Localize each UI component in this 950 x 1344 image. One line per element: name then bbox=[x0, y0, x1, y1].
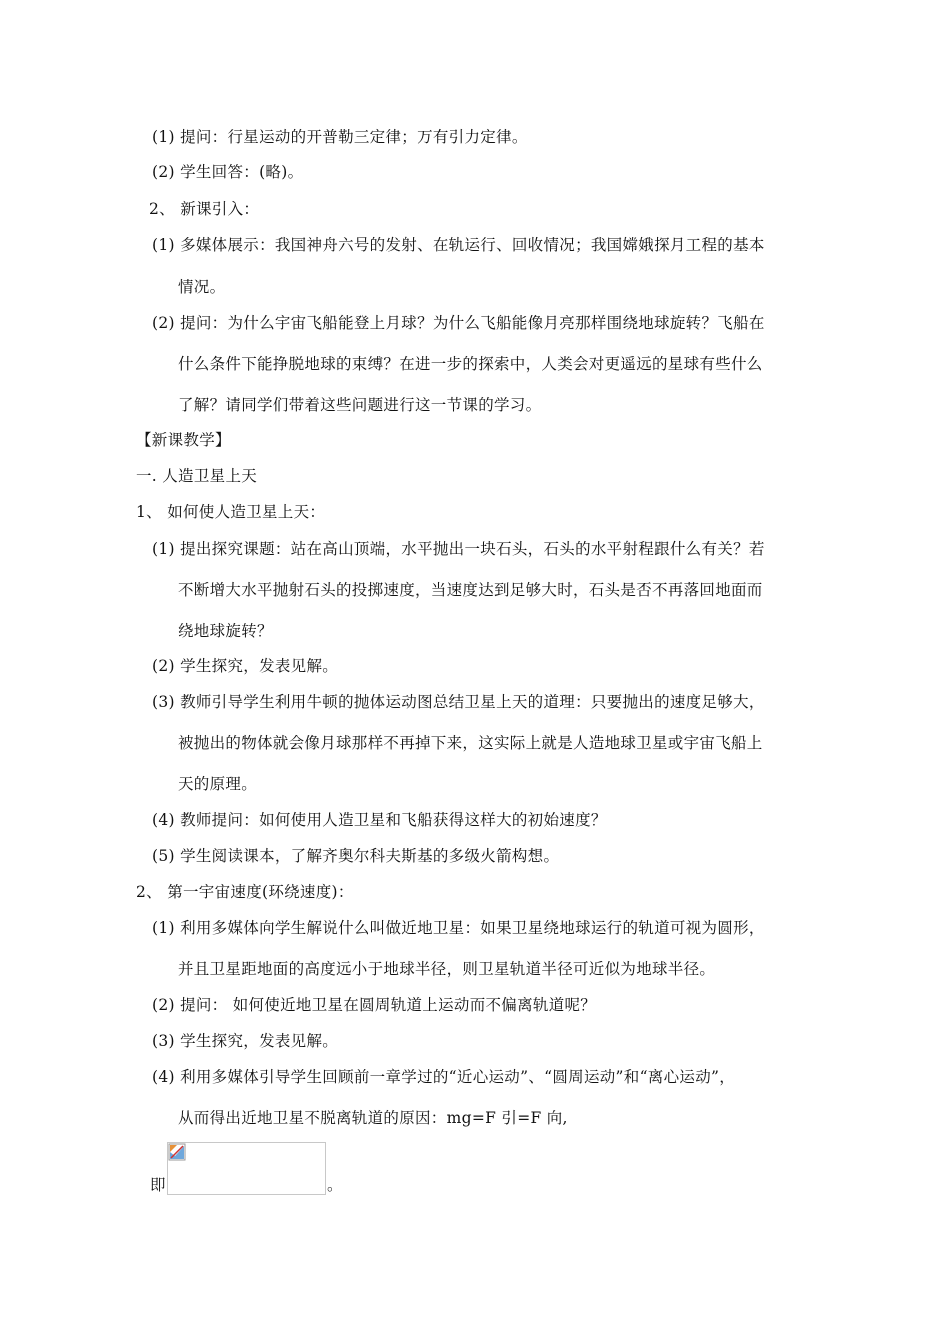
text-line: 2、 新课引入： bbox=[149, 200, 260, 218]
text-line: (1) 提问：行星运动的开普勒三定律；万有引力定律。 bbox=[152, 128, 528, 146]
text-line: (2) 学生回答：(略)。 bbox=[152, 163, 304, 181]
text-line: 天的原理。 bbox=[178, 775, 258, 793]
text-line: 并且卫星距地面的高度远小于地球半径，则卫星轨道半径可近似为地球半径。 bbox=[178, 960, 716, 978]
text-line: 1、 如何使人造卫星上天： bbox=[136, 503, 326, 521]
section-heading: 一. 人造卫星上天 bbox=[136, 467, 258, 485]
text-line: (3) 学生探究，发表见解。 bbox=[152, 1032, 339, 1050]
text-line: (4) 利用多媒体引导学生回顾前一章学过的“近心运动”、“圆周运动”和“离心运动”， bbox=[152, 1068, 736, 1086]
text-line: (2) 提问： 如何使近地卫星在圆周轨道上运动而不偏离轨道呢？ bbox=[152, 996, 597, 1014]
text-line: 了解？请同学们带着这些问题进行这一节课的学习。 bbox=[178, 396, 542, 414]
text-line: 情况。 bbox=[178, 278, 226, 296]
text-line: (1) 多媒体展示：我国神舟六号的发射、在轨运行、回收情况；我国嫦娥探月工程的基本 bbox=[152, 236, 765, 254]
broken-image-placeholder bbox=[167, 1142, 326, 1195]
final-suffix: 。 bbox=[327, 1176, 343, 1194]
text-line: (1) 利用多媒体向学生解说什么叫做近地卫星：如果卫星绕地球运行的轨道可视为圆形， bbox=[152, 919, 765, 937]
text-line: 从而得出近地卫星不脱离轨道的原因：mg=F 引=F 向, bbox=[178, 1109, 568, 1127]
text-line: 不断增大水平抛射石头的投掷速度，当速度达到足够大时，石头是否不再落回地面而 bbox=[178, 581, 763, 599]
final-prefix: 即 bbox=[150, 1176, 166, 1194]
text-line: 被抛出的物体就会像月球那样不再掉下来，这实际上就是人造地球卫星或宇宙飞船上 bbox=[178, 734, 763, 752]
text-line: (3) 教师引导学生利用牛顿的抛体运动图总结卫星上天的道理：只要抛出的速度足够大， bbox=[152, 693, 765, 711]
section-heading: 【新课教学】 bbox=[136, 431, 231, 449]
text-line: 绕地球旋转？ bbox=[178, 622, 273, 640]
text-line: (4) 教师提问：如何使用人造卫星和飞船获得这样大的初始速度？ bbox=[152, 811, 607, 829]
text-line: 什么条件下能挣脱地球的束缚？在进一步的探索中，人类会对更遥远的星球有些什么 bbox=[178, 355, 763, 373]
text-line: (5) 学生阅读课本，了解齐奥尔科夫斯基的多级火箭构想。 bbox=[152, 847, 560, 865]
text-line: (2) 学生探究，发表见解。 bbox=[152, 657, 339, 675]
broken-image-icon bbox=[168, 1143, 186, 1161]
text-line: (2) 提问：为什么宇宙飞船能登上月球？为什么飞船能像月亮那样围绕地球旋转？飞船在 bbox=[152, 314, 765, 332]
text-line: 2、 第一宇宙速度(环绕速度)： bbox=[136, 883, 354, 901]
text-line: (1) 提出探究课题：站在高山顶端，水平抛出一块石头，石头的水平射程跟什么有关？若 bbox=[152, 540, 765, 558]
